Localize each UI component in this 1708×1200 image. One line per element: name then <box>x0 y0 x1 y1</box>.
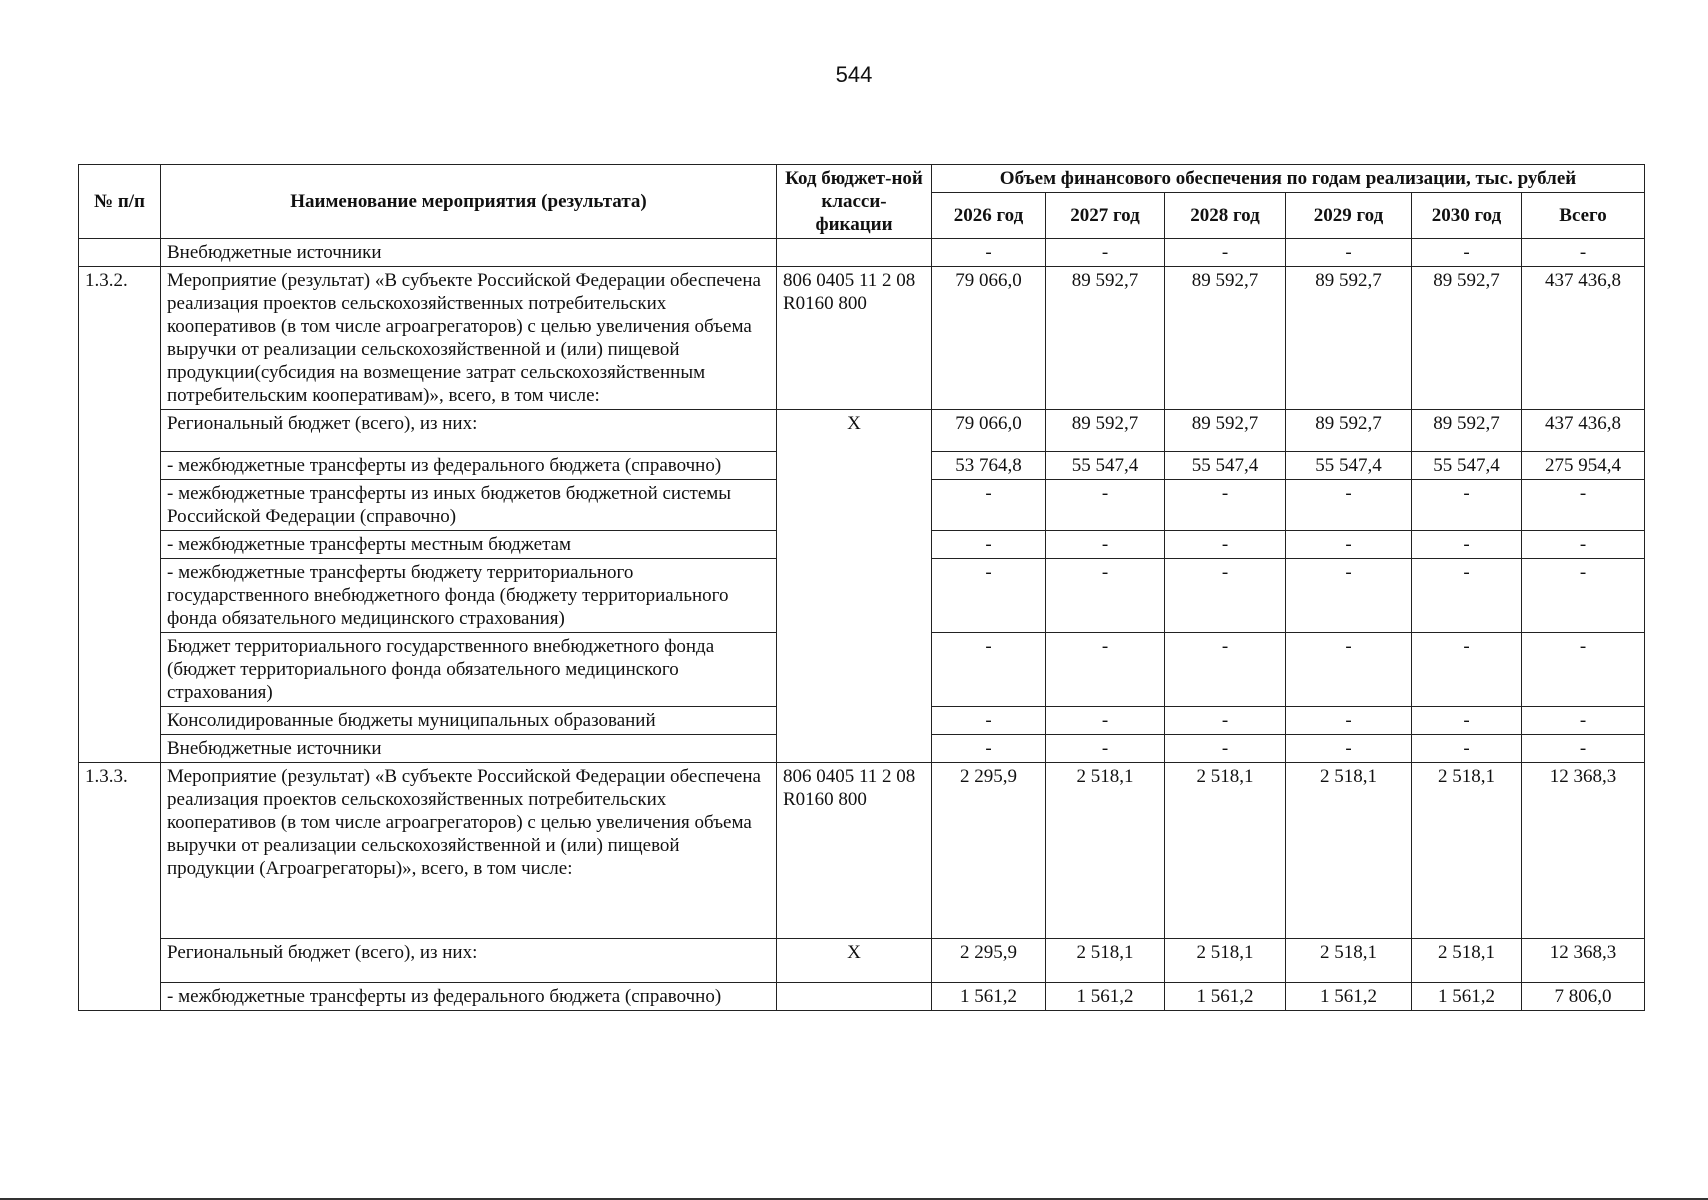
row-name: - межбюджетные трансферты местным бюджетам <box>161 531 777 559</box>
value-cell: - <box>1046 559 1165 633</box>
value-cell: - <box>1412 531 1522 559</box>
table-row <box>79 983 1645 1011</box>
value-cell: 2 295,9 <box>932 939 1046 983</box>
value-cell: 437 436,8 <box>1522 410 1645 452</box>
value-cell: 89 592,7 <box>1046 410 1165 452</box>
value-cell: 7 806,0 <box>1522 983 1645 1011</box>
value-cell: 1 561,2 <box>1165 983 1286 1011</box>
row-code: 806 0405 11 2 08 R0160 800 <box>777 763 932 939</box>
value-cell: - <box>1412 239 1522 267</box>
value-cell: - <box>932 707 1046 735</box>
financing-table <box>78 164 1645 1011</box>
value-cell: - <box>1286 239 1412 267</box>
header-number: № п/п <box>79 165 161 239</box>
value-cell: - <box>1412 633 1522 707</box>
value-cell: 437 436,8 <box>1522 267 1645 410</box>
value-cell: 275 954,4 <box>1522 452 1645 480</box>
value-cell: 12 368,3 <box>1522 939 1645 983</box>
value-cell: 1 561,2 <box>1412 983 1522 1011</box>
value-cell: - <box>1165 707 1286 735</box>
row-name: Мероприятие (результат) «В субъекте Российской Федерации обеспечена реализация проектов сельскохозяйственных потребительских кооперативов (в том числе агроагрегаторов) с целью увеличения объема выручки от реализации сельскохозяйственной и (или) пищевой продукции(субсидия на возмещение затрат сельскохозяйственным потребительским кооперативам)», всего, в том числе: <box>161 267 777 410</box>
row-code <box>777 239 932 267</box>
value-cell: 89 592,7 <box>1286 267 1412 410</box>
value-cell: - <box>1522 633 1645 707</box>
value-cell: - <box>1046 633 1165 707</box>
value-cell: 2 518,1 <box>1412 763 1522 939</box>
value-cell: 79 066,0 <box>932 267 1046 410</box>
value-cell: - <box>1286 531 1412 559</box>
value-cell: - <box>1165 480 1286 531</box>
page-number: 544 <box>835 62 873 87</box>
value-cell: 53 764,8 <box>932 452 1046 480</box>
value-cell: 89 592,7 <box>1286 410 1412 452</box>
row-code <box>777 983 932 1011</box>
value-cell: - <box>1412 480 1522 531</box>
value-cell: 1 561,2 <box>1046 983 1165 1011</box>
value-cell: - <box>1165 239 1286 267</box>
value-cell: - <box>1522 707 1645 735</box>
value-cell: 2 518,1 <box>1165 763 1286 939</box>
value-cell: - <box>932 531 1046 559</box>
table-row <box>79 763 1645 939</box>
value-cell: 2 518,1 <box>1286 939 1412 983</box>
row-name: Мероприятие (результат) «В субъекте Российской Федерации обеспечена реализация проектов сельскохозяйственных потребительских кооперативов (в том числе агроагрегаторов) с целью увеличения объема выручки от реализации сельскохозяйственной и (или) пищевой продукции (Агроагрегаторы)», всего, в том числе: <box>161 763 777 939</box>
value-cell: - <box>1286 480 1412 531</box>
value-cell: 2 518,1 <box>1165 939 1286 983</box>
value-cell: - <box>1286 559 1412 633</box>
row-name: Внебюджетные источники <box>161 735 777 763</box>
header-code: Код бюджет-ной класси-фикации <box>777 165 932 239</box>
value-cell: - <box>1046 735 1165 763</box>
header-total: Всего <box>1522 193 1645 239</box>
value-cell: 2 518,1 <box>1286 763 1412 939</box>
row-name: - межбюджетные трансферты из федерального бюджета (справочно) <box>161 452 777 480</box>
table-row <box>79 267 1645 410</box>
value-cell: - <box>1286 735 1412 763</box>
value-cell: - <box>1165 735 1286 763</box>
table-row <box>79 239 1645 267</box>
header-year: 2030 год <box>1412 193 1522 239</box>
value-cell: 2 518,1 <box>1412 939 1522 983</box>
row-name: Региональный бюджет (всего), из них: <box>161 410 777 452</box>
row-name: Бюджет территориального государственного внебюджетного фонда (бюджет территориального фонда обязательного медицинского страхования) <box>161 633 777 707</box>
value-cell: - <box>1522 531 1645 559</box>
value-cell: - <box>1046 239 1165 267</box>
value-cell: - <box>1522 239 1645 267</box>
value-cell: 2 518,1 <box>1046 939 1165 983</box>
value-cell: - <box>1165 559 1286 633</box>
row-number: 1.3.3. <box>79 763 161 1011</box>
table-row <box>79 410 1645 452</box>
value-cell: - <box>932 480 1046 531</box>
value-cell: 55 547,4 <box>1412 452 1522 480</box>
row-name: - межбюджетные трансферты из иных бюджетов бюджетной системы Российской Федерации (справочно) <box>161 480 777 531</box>
value-cell: - <box>1522 480 1645 531</box>
value-cell: 55 547,4 <box>1286 452 1412 480</box>
value-cell: 2 295,9 <box>932 763 1046 939</box>
value-cell: - <box>932 735 1046 763</box>
value-cell: - <box>1286 633 1412 707</box>
header-year: 2028 год <box>1165 193 1286 239</box>
table-row <box>79 939 1645 983</box>
row-name: - межбюджетные трансферты бюджету территориального государственного внебюджетного фонда (бюджету территориального фонда обязательного медицинского страхования) <box>161 559 777 633</box>
value-cell: - <box>932 239 1046 267</box>
value-cell: - <box>932 633 1046 707</box>
row-number <box>79 239 161 267</box>
value-cell: 89 592,7 <box>1412 267 1522 410</box>
value-cell: - <box>1286 707 1412 735</box>
row-name: Внебюджетные источники <box>161 239 777 267</box>
value-cell: - <box>1046 531 1165 559</box>
row-name: Консолидированные бюджеты муниципальных образований <box>161 707 777 735</box>
row-name: Региональный бюджет (всего), из них: <box>161 939 777 983</box>
value-cell: 89 592,7 <box>1165 267 1286 410</box>
value-cell: - <box>1412 559 1522 633</box>
row-code: X <box>777 939 932 983</box>
value-cell: 55 547,4 <box>1046 452 1165 480</box>
value-cell: 89 592,7 <box>1412 410 1522 452</box>
value-cell: - <box>1522 559 1645 633</box>
value-cell: - <box>1046 707 1165 735</box>
row-code: X <box>777 410 932 763</box>
value-cell: 12 368,3 <box>1522 763 1645 939</box>
value-cell: 89 592,7 <box>1165 410 1286 452</box>
value-cell: - <box>1412 707 1522 735</box>
value-cell: 55 547,4 <box>1165 452 1286 480</box>
value-cell: 1 561,2 <box>932 983 1046 1011</box>
value-cell: 2 518,1 <box>1046 763 1165 939</box>
value-cell: - <box>1046 480 1165 531</box>
header-year: 2029 год <box>1286 193 1412 239</box>
value-cell: 79 066,0 <box>932 410 1046 452</box>
value-cell: - <box>1522 735 1645 763</box>
value-cell: - <box>1412 735 1522 763</box>
row-code: 806 0405 11 2 08 R0160 800 <box>777 267 932 410</box>
row-number: 1.3.2. <box>79 267 161 763</box>
header-volume: Объем финансового обеспечения по годам реализации, тыс. рублей <box>932 165 1645 193</box>
header-year: 2026 год <box>932 193 1046 239</box>
value-cell: - <box>1165 531 1286 559</box>
header-name: Наименование мероприятия (результата) <box>161 165 777 239</box>
value-cell: - <box>1165 633 1286 707</box>
row-name: - межбюджетные трансферты из федерального бюджета (справочно) <box>161 983 777 1011</box>
header-year: 2027 год <box>1046 193 1165 239</box>
value-cell: 1 561,2 <box>1286 983 1412 1011</box>
value-cell: 89 592,7 <box>1046 267 1165 410</box>
value-cell: - <box>932 559 1046 633</box>
